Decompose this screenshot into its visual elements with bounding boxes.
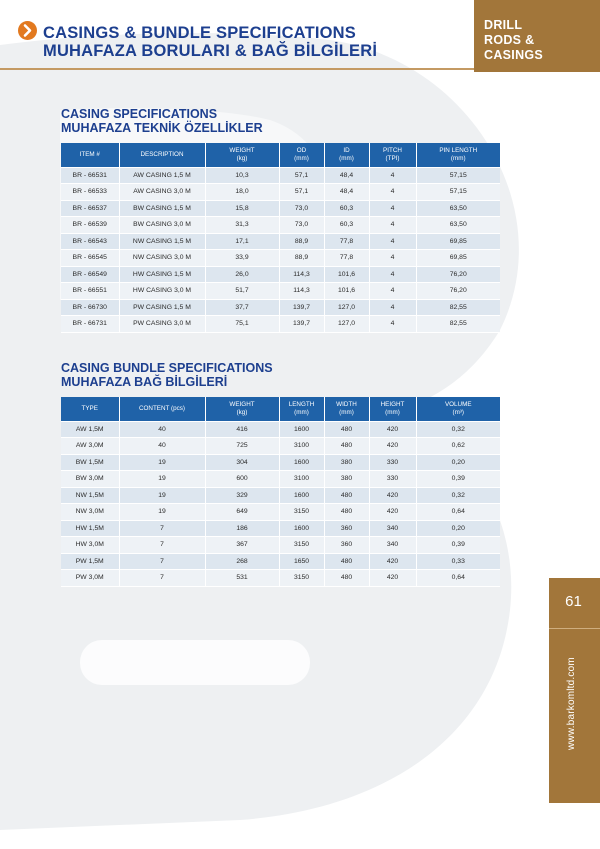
table-cell: 329	[205, 487, 279, 504]
table-cell: 37,7	[205, 299, 279, 316]
bundle-specs-title-line2: MUHAFAZA BAĞ BİLGİLERİ	[61, 375, 228, 389]
table-cell: AW 1,5M	[61, 421, 119, 438]
table-cell: 60,3	[324, 200, 369, 217]
bundle-col-volume: VOLUME (m³)	[416, 397, 500, 421]
table-cell: 57,15	[416, 167, 500, 184]
page-title	[43, 24, 377, 60]
casing-specs-title-line1: CASING SPECIFICATIONS	[61, 107, 218, 121]
table-row	[61, 553, 500, 570]
bundle-col-content: CONTENT (pcs)	[119, 397, 205, 421]
table-row	[61, 266, 500, 283]
table-cell: 416	[205, 421, 279, 438]
table-cell: 69,85	[416, 233, 500, 250]
table-cell: 3150	[279, 504, 324, 521]
table-cell: 1650	[279, 553, 324, 570]
table-cell: 330	[369, 454, 416, 471]
table-cell: BW 1,5M	[61, 454, 119, 471]
table-cell: 480	[324, 570, 369, 587]
page-number: 61	[565, 593, 582, 610]
table-cell: 367	[205, 537, 279, 554]
table-cell: 82,55	[416, 316, 500, 333]
table-cell: PW 1,5M	[61, 553, 119, 570]
casing-col-pitch: PITCH (TPI)	[369, 143, 416, 167]
table-cell: HW CASING 1,5 M	[119, 266, 205, 283]
table-cell: 19	[119, 454, 205, 471]
table-cell: BW CASING 1,5 M	[119, 200, 205, 217]
table-cell: BR - 66537	[61, 200, 119, 217]
table-cell: 76,20	[416, 266, 500, 283]
casing-col-id: ID (mm)	[324, 143, 369, 167]
table-cell: 380	[324, 471, 369, 488]
bundle-specs-title-line1: CASING BUNDLE SPECIFICATIONS	[61, 361, 273, 375]
table-cell: NW 3,0M	[61, 504, 119, 521]
table-cell: 7	[119, 537, 205, 554]
table-cell: BR - 66545	[61, 250, 119, 267]
table-row	[61, 421, 500, 438]
casing-specs-title	[61, 107, 263, 135]
casing-col-item: ITEM #	[61, 143, 119, 167]
bundle-specs-table	[61, 397, 500, 587]
table-row	[61, 487, 500, 504]
table-cell: 1600	[279, 454, 324, 471]
table-cell: BR - 66549	[61, 266, 119, 283]
table-cell: 7	[119, 520, 205, 537]
table-cell: 268	[205, 553, 279, 570]
table-cell: 19	[119, 487, 205, 504]
table-row	[61, 217, 500, 234]
table-cell: 4	[369, 217, 416, 234]
table-cell: 57,1	[279, 184, 324, 201]
table-cell: 31,3	[205, 217, 279, 234]
table-cell: 0,32	[416, 487, 500, 504]
table-row	[61, 184, 500, 201]
table-cell: 75,1	[205, 316, 279, 333]
header-divider	[0, 68, 474, 70]
table-cell: 88,9	[279, 250, 324, 267]
table-cell: 4	[369, 233, 416, 250]
bundle-col-weight: WEIGHT (kg)	[205, 397, 279, 421]
table-cell: 127,0	[324, 316, 369, 333]
table-cell: 0,33	[416, 553, 500, 570]
table-cell: 40	[119, 421, 205, 438]
table-cell: AW CASING 3,0 M	[119, 184, 205, 201]
table-cell: 420	[369, 570, 416, 587]
table-cell: 0,20	[416, 454, 500, 471]
table-row	[61, 504, 500, 521]
table-cell: 127,0	[324, 299, 369, 316]
table-cell: 0,64	[416, 570, 500, 587]
table-cell: 4	[369, 316, 416, 333]
table-cell: 76,20	[416, 283, 500, 300]
table-cell: NW CASING 1,5 M	[119, 233, 205, 250]
table-cell: 18,0	[205, 184, 279, 201]
table-cell: 7	[119, 553, 205, 570]
table-cell: PW 3,0M	[61, 570, 119, 587]
table-cell: BR - 66539	[61, 217, 119, 234]
table-cell: 4	[369, 200, 416, 217]
table-cell: AW CASING 1,5 M	[119, 167, 205, 184]
bundle-specs-title	[61, 361, 273, 389]
table-cell: 88,9	[279, 233, 324, 250]
table-row	[61, 299, 500, 316]
table-cell: 3100	[279, 438, 324, 455]
table-cell: 114,3	[279, 283, 324, 300]
table-cell: 139,7	[279, 299, 324, 316]
chevron-right-icon	[18, 21, 37, 40]
table-cell: 420	[369, 553, 416, 570]
table-cell: 114,3	[279, 266, 324, 283]
casing-col-od: OD (mm)	[279, 143, 324, 167]
table-cell: 3150	[279, 570, 324, 587]
table-cell: 480	[324, 421, 369, 438]
table-cell: 48,4	[324, 184, 369, 201]
table-cell: 0,64	[416, 504, 500, 521]
table-cell: 420	[369, 421, 416, 438]
table-row	[61, 570, 500, 587]
table-cell: 1600	[279, 487, 324, 504]
table-cell: 63,50	[416, 200, 500, 217]
table-cell: 420	[369, 438, 416, 455]
table-cell: HW 1,5M	[61, 520, 119, 537]
table-cell: 73,0	[279, 200, 324, 217]
table-row	[61, 520, 500, 537]
table-cell: 3150	[279, 537, 324, 554]
table-cell: 1600	[279, 421, 324, 438]
table-row	[61, 454, 500, 471]
table-cell: 360	[324, 520, 369, 537]
table-cell: 186	[205, 520, 279, 537]
table-cell: 73,0	[279, 217, 324, 234]
table-cell: 600	[205, 471, 279, 488]
table-cell: 63,50	[416, 217, 500, 234]
table-cell: 48,4	[324, 167, 369, 184]
table-cell: 4	[369, 167, 416, 184]
table-cell: 57,1	[279, 167, 324, 184]
table-cell: 0,39	[416, 537, 500, 554]
table-cell: 15,8	[205, 200, 279, 217]
table-cell: 0,39	[416, 471, 500, 488]
casing-col-description: DESCRIPTION	[119, 143, 205, 167]
table-cell: BR - 66531	[61, 167, 119, 184]
table-cell: 340	[369, 537, 416, 554]
table-cell: PW CASING 1,5 M	[119, 299, 205, 316]
bundle-col-width: WIDTH (mm)	[324, 397, 369, 421]
table-cell: 82,55	[416, 299, 500, 316]
table-cell: 19	[119, 504, 205, 521]
table-cell: 40	[119, 438, 205, 455]
table-cell: 4	[369, 283, 416, 300]
table-cell: HW 3,0M	[61, 537, 119, 554]
section-tab	[474, 0, 600, 72]
table-cell: 330	[369, 471, 416, 488]
table-cell: 139,7	[279, 316, 324, 333]
table-row	[61, 471, 500, 488]
table-cell: 649	[205, 504, 279, 521]
table-cell: 69,85	[416, 250, 500, 267]
table-row	[61, 283, 500, 300]
bundle-col-type: TYPE	[61, 397, 119, 421]
table-cell: NW 1,5M	[61, 487, 119, 504]
table-cell: 480	[324, 553, 369, 570]
table-cell: 4	[369, 250, 416, 267]
page-title-line2: MUHAFAZA BORULARI & BAĞ BİLGİLERİ	[43, 42, 378, 60]
table-cell: 19	[119, 471, 205, 488]
table-cell: BR - 66533	[61, 184, 119, 201]
section-tab-line3: CASINGS	[484, 48, 544, 62]
table-cell: 33,9	[205, 250, 279, 267]
bundle-col-height: HEIGHT (mm)	[369, 397, 416, 421]
page-title-line1: CASINGS & BUNDLE SPECIFICATIONS	[43, 24, 356, 42]
page-tab-divider	[549, 628, 600, 629]
table-cell: 4	[369, 266, 416, 283]
table-cell: BW 3,0M	[61, 471, 119, 488]
table-row	[61, 537, 500, 554]
page-header	[0, 0, 600, 72]
table-cell: 420	[369, 487, 416, 504]
website-link[interactable]: www.barkomltd.com	[566, 657, 577, 750]
table-cell: 380	[324, 454, 369, 471]
table-row	[61, 438, 500, 455]
table-cell: 0,32	[416, 421, 500, 438]
table-cell: 3100	[279, 471, 324, 488]
table-cell: 420	[369, 504, 416, 521]
table-cell: 101,6	[324, 266, 369, 283]
table-cell: 1600	[279, 520, 324, 537]
table-cell: 26,0	[205, 266, 279, 283]
table-cell: 10,3	[205, 167, 279, 184]
table-cell: 340	[369, 520, 416, 537]
table-cell: 101,6	[324, 283, 369, 300]
section-tab-line2: RODS &	[484, 33, 535, 47]
table-cell: 360	[324, 537, 369, 554]
bundle-col-length: LENGTH (mm)	[279, 397, 324, 421]
table-cell: BW CASING 3,0 M	[119, 217, 205, 234]
table-cell: 531	[205, 570, 279, 587]
table-row	[61, 316, 500, 333]
table-cell: 0,20	[416, 520, 500, 537]
table-cell: HW CASING 3,0 M	[119, 283, 205, 300]
casing-specs-table	[61, 143, 500, 333]
section-tab-line1: DRILL	[484, 18, 523, 32]
table-cell: 480	[324, 504, 369, 521]
table-cell: PW CASING 3,0 M	[119, 316, 205, 333]
table-row	[61, 167, 500, 184]
table-cell: 4	[369, 299, 416, 316]
table-cell: 725	[205, 438, 279, 455]
casing-specs-title-line2: MUHAFAZA TEKNİK ÖZELLİKLER	[61, 121, 263, 135]
casing-col-weight: WEIGHT (kg)	[205, 143, 279, 167]
table-cell: 57,15	[416, 184, 500, 201]
table-row	[61, 250, 500, 267]
table-cell: 480	[324, 487, 369, 504]
table-cell: 480	[324, 438, 369, 455]
table-cell: 304	[205, 454, 279, 471]
table-row	[61, 233, 500, 250]
table-cell: BR - 66730	[61, 299, 119, 316]
table-cell: 0,62	[416, 438, 500, 455]
table-cell: 4	[369, 184, 416, 201]
table-cell: 77,8	[324, 250, 369, 267]
table-cell: NW CASING 3,0 M	[119, 250, 205, 267]
table-cell: BR - 66551	[61, 283, 119, 300]
table-cell: 51,7	[205, 283, 279, 300]
table-cell: BR - 66543	[61, 233, 119, 250]
table-cell: BR - 66731	[61, 316, 119, 333]
casing-col-pin-length: PIN LENGTH (mm)	[416, 143, 500, 167]
table-cell: AW 3,0M	[61, 438, 119, 455]
table-cell: 7	[119, 570, 205, 587]
table-row	[61, 200, 500, 217]
table-cell: 17,1	[205, 233, 279, 250]
table-cell: 60,3	[324, 217, 369, 234]
table-cell: 77,8	[324, 233, 369, 250]
